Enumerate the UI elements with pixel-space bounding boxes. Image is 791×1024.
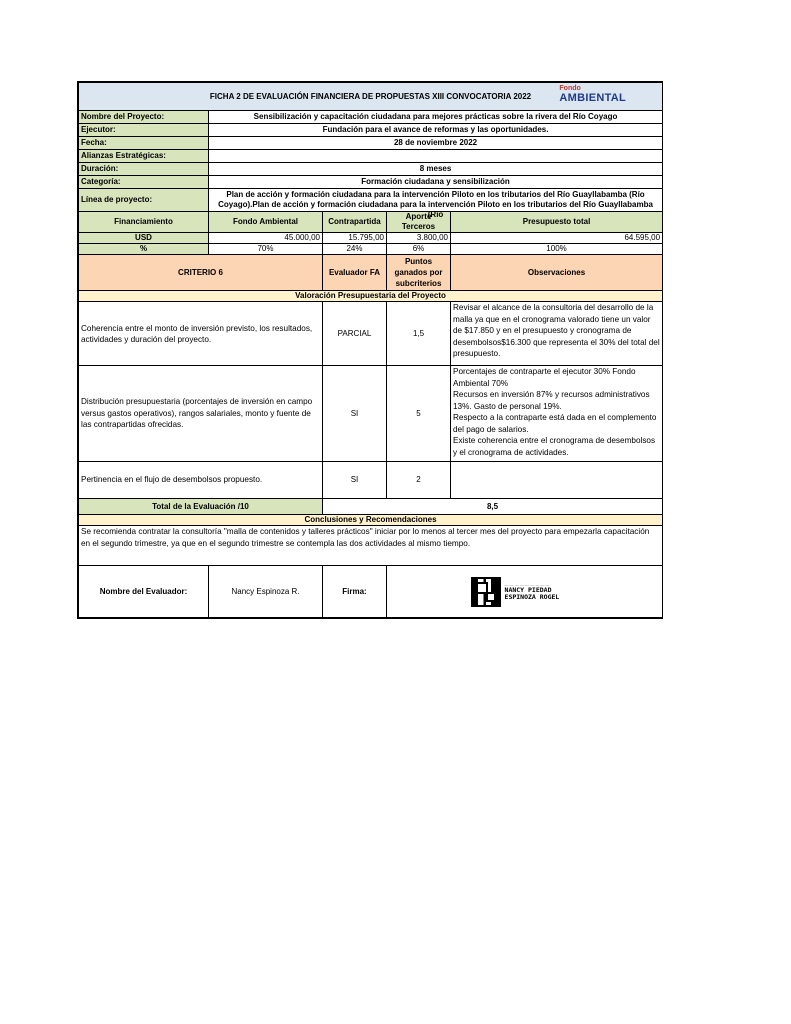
criterion-1-description: Coherencia entre el monto de inversión previsto, los resultados, actividades y duración del proyecto. bbox=[79, 302, 323, 366]
info-label-project-name: Nombre del Proyecto: bbox=[79, 111, 209, 124]
fin-usd-fondo: 45.000,00 bbox=[209, 233, 323, 244]
evaluation-sheet bbox=[77, 81, 663, 619]
info-label-duration: Duración: bbox=[79, 163, 209, 176]
criterion-1-points: 1,5 bbox=[387, 302, 451, 366]
criteria-header-criterio: CRITERIO 6 bbox=[79, 255, 323, 291]
info-label-category: Categoría: bbox=[79, 176, 209, 189]
criterion-2-description: Distribución presupuestaria (porcentajes de inversión en campo versus gastos operativos), rangos salariales, monto y fuente de las contrapartidas ofrecidas. bbox=[79, 366, 323, 462]
fin-pct-fondo: 70% bbox=[209, 244, 323, 255]
criterion-3-evaluation: SI bbox=[323, 462, 387, 499]
project-line-text: Plan de acción y formación ciudadana para la intervención Piloto en los tributarios del Río Guayllabamba (Río Coyago).Plan de acción y formación ciudadana para la intervención Piloto en los tributarios del Río Guayllabamba (Río bbox=[218, 190, 653, 219]
fin-pct-contrapartida: 24% bbox=[323, 244, 387, 255]
criterion-2-points: 5 bbox=[387, 366, 451, 462]
fin-usd-contrapartida: 15.795,00 bbox=[323, 233, 387, 244]
evaluator-name: Nancy Espinoza R. bbox=[209, 566, 323, 618]
criterion-3-points: 2 bbox=[387, 462, 451, 499]
criterion-3-description: Pertinencia en el flujo de desembolsos propuesto. bbox=[79, 462, 323, 499]
info-label-project-line: Línea de proyecto: bbox=[79, 189, 209, 212]
sheet-title: FICHA 2 DE EVALUACIÓN FINANCIERA DE PROPUESTAS XIII CONVOCATORIA 2022 bbox=[209, 91, 532, 101]
fin-pct-terceros: 6% bbox=[387, 244, 451, 255]
fin-header-fondo: Fondo Ambiental bbox=[209, 212, 323, 233]
fin-usd-total: 64.595,00 bbox=[451, 233, 663, 244]
info-label-alliances: Alianzas Estratégicas: bbox=[79, 150, 209, 163]
logo-main-text: AMBIENTAL bbox=[559, 92, 627, 104]
evaluator-name-label: Nombre del Evaluador: bbox=[79, 566, 209, 618]
criterion-3-observations bbox=[451, 462, 663, 499]
criteria-header-puntos: Puntos ganados por subcriterios bbox=[387, 255, 451, 291]
total-label: Total de la Evaluación /10 bbox=[79, 499, 323, 515]
info-label-executor: Ejecutor: bbox=[79, 124, 209, 137]
info-value-duration: 8 meses bbox=[209, 163, 663, 176]
section-conclusiones: Conclusiones y Recomendaciones bbox=[79, 515, 663, 526]
fin-pct-total: 100% bbox=[451, 244, 663, 255]
conclusion-text: Se recomienda contratar la consultoría "malla de contenidos y talleres prácticos" iniciar por lo menos al tercer mes del proyecto para empezarla capacitación en el segundo trimestre, ya que en el segundo trimestre se contempla las dos actividades al mismo tiempo. bbox=[79, 526, 663, 566]
fin-usd-terceros: 3.800,00 bbox=[387, 233, 451, 244]
signature-area bbox=[387, 566, 663, 618]
fondo-ambiental-logo bbox=[559, 85, 626, 104]
signature-label: Firma: bbox=[323, 566, 387, 618]
total-value: 8,5 bbox=[323, 499, 663, 515]
sheet-header bbox=[79, 83, 663, 111]
digital-signature-name: NANCY PIEDAD ESPINOZA ROGEL bbox=[504, 585, 560, 601]
evaluation-table bbox=[78, 82, 663, 618]
info-label-date: Fecha: bbox=[79, 137, 209, 150]
logo-top-text: Fondo bbox=[559, 85, 581, 92]
info-value-date: 28 de noviembre 2022 bbox=[209, 137, 663, 150]
fin-header-financiamiento: Financiamiento bbox=[79, 212, 209, 233]
criterion-1-observations: Revisar el alcance de la consultoria del desarrollo de la malla ya que en el cronograma valorado tiene un valor de $17.850 y en el presupuesto y cronograma de desembolsos$16.300 que representa el 30% del total del presupuesto. bbox=[451, 302, 663, 366]
criteria-header-evaluador: Evaluador FA bbox=[323, 255, 387, 291]
criterion-1-evaluation: PARCIAL bbox=[323, 302, 387, 366]
info-value-project-line bbox=[209, 189, 663, 219]
section-valoracion: Valoración Presupuestaria del Proyecto bbox=[79, 291, 663, 302]
info-value-category: Formación ciudadana y sensibilización bbox=[209, 176, 663, 189]
fin-header-terceros: Aporte Terceros bbox=[387, 212, 451, 233]
info-value-executor: Fundación para el avance de reformas y las oportunidades. bbox=[209, 124, 663, 137]
criterion-2-evaluation: SI bbox=[323, 366, 387, 462]
criterion-2-observations: Porcentajes de contraparte el ejecutor 30% Fondo Ambiental 70% Recursos en inversión 87% y recursos administrativos 13%. Gasto de personal 19%. Respecto a la contraparte está dada en el complemento del pago de salarios. Existe coherencia entre el cronograma de desembolsos y el cronograma de actividades. bbox=[451, 366, 663, 462]
fin-usd-label: USD bbox=[79, 233, 209, 244]
info-value-alliances bbox=[209, 150, 663, 163]
info-value-project-name: Sensibilización y capacitación ciudadana para mejores prácticas sobre la rivera del Río Coyago bbox=[209, 111, 663, 124]
signature-caption-lines: — — — — — — — — — bbox=[504, 581, 550, 587]
fin-header-total: Presupuesto total bbox=[451, 212, 663, 233]
fin-pct-label: % bbox=[79, 244, 209, 255]
criteria-header-observaciones: Observaciones bbox=[451, 255, 663, 291]
qr-code-icon bbox=[471, 577, 501, 607]
fin-header-contrapartida: Contrapartida bbox=[323, 212, 387, 233]
